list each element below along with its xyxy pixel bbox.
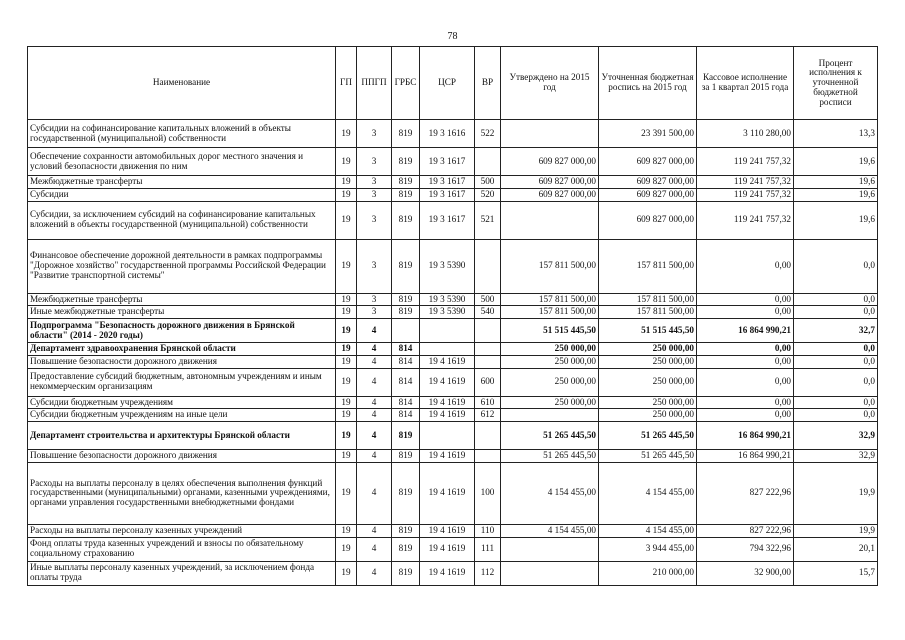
row-cash: 0,00	[697, 343, 794, 356]
row-cash: 0,00	[697, 368, 794, 396]
row-gp: 19	[336, 524, 357, 537]
row-cash: 794 322,96	[697, 537, 794, 561]
table-row	[28, 239, 878, 293]
row-name: Фонд оплаты труда казенных учреждений и взносы по обязательному социальному страхованию	[28, 537, 336, 561]
row-pgp: 4	[357, 450, 392, 463]
row-approved: 51 265 445,50	[501, 422, 599, 450]
row-vr: 111	[475, 537, 501, 561]
row-approved: 609 827 000,00	[501, 148, 599, 176]
row-csr	[420, 319, 475, 343]
row-name: Финансовое обеспечение дорожной деятельности в рамках подпрограммы "Дорожное хозяйство" государственной программы Российской Федерации "Развитие транспортной системы"	[28, 239, 336, 293]
row-vr: 100	[475, 462, 501, 524]
table-row	[28, 319, 878, 343]
row-percent: 19,9	[794, 462, 878, 524]
row-pgp: 4	[357, 537, 392, 561]
row-vr: 610	[475, 396, 501, 409]
row-cash: 16 864 990,21	[697, 422, 794, 450]
row-name: Расходы на выплаты персоналу в целях обеспечения выполнения функций государственными (муниципальными) органами, казенными учреждениями, органами управления государственными внебюджетными фондами	[28, 462, 336, 524]
row-refined: 23 391 500,00	[599, 120, 697, 148]
row-cash: 827 222,96	[697, 462, 794, 524]
row-csr: 19 3 5390	[420, 306, 475, 319]
row-vr	[475, 450, 501, 463]
header-cash: Кассовое исполнение за 1 квартал 2015 года	[697, 47, 794, 120]
row-approved: 609 827 000,00	[501, 176, 599, 189]
row-vr: 522	[475, 120, 501, 148]
row-cash: 3 110 280,00	[697, 120, 794, 148]
row-cash: 0,00	[697, 306, 794, 319]
table-row	[28, 293, 878, 306]
row-name: Обеспечение сохранности автомобильных дорог местного значения и условий безопасности движения по ним	[28, 148, 336, 176]
budget-table	[27, 46, 878, 586]
row-vr: 500	[475, 293, 501, 306]
row-cash: 16 864 990,21	[697, 450, 794, 463]
table-row	[28, 396, 878, 409]
row-vr	[475, 239, 501, 293]
row-pgp: 4	[357, 462, 392, 524]
row-percent: 15,7	[794, 561, 878, 585]
row-vr	[475, 422, 501, 450]
row-gp: 19	[336, 396, 357, 409]
row-name: Предоставление субсидий бюджетным, автономным учреждениям и иным некоммерческим организациям	[28, 368, 336, 396]
header-name: Наименование	[28, 47, 336, 120]
row-pgp: 4	[357, 422, 392, 450]
row-approved	[501, 409, 599, 422]
row-refined: 250 000,00	[599, 355, 697, 368]
row-pgp: 4	[357, 396, 392, 409]
row-cash: 16 864 990,21	[697, 319, 794, 343]
row-gp: 19	[336, 450, 357, 463]
row-approved: 250 000,00	[501, 343, 599, 356]
row-pgp: 4	[357, 319, 392, 343]
row-approved: 250 000,00	[501, 368, 599, 396]
row-cash: 0,00	[697, 239, 794, 293]
row-name: Департамент строительства и архитектуры Брянской области	[28, 422, 336, 450]
row-pgp: 3	[357, 120, 392, 148]
header-csr: ЦСР	[420, 47, 475, 120]
row-gp: 19	[336, 188, 357, 201]
row-percent: 0,0	[794, 409, 878, 422]
row-name: Департамент здравоохранения Брянской области	[28, 343, 336, 356]
row-refined: 51 515 445,50	[599, 319, 697, 343]
row-grbs: 819	[392, 524, 420, 537]
row-refined: 609 827 000,00	[599, 188, 697, 201]
row-pgp: 4	[357, 355, 392, 368]
row-gp: 19	[336, 319, 357, 343]
row-pgp: 3	[357, 306, 392, 319]
row-vr: 540	[475, 306, 501, 319]
row-vr	[475, 148, 501, 176]
table-body	[28, 120, 878, 586]
row-percent: 20,1	[794, 537, 878, 561]
row-refined: 157 811 500,00	[599, 293, 697, 306]
row-grbs: 814	[392, 409, 420, 422]
row-gp: 19	[336, 148, 357, 176]
row-pgp: 3	[357, 239, 392, 293]
row-pgp: 4	[357, 368, 392, 396]
row-vr	[475, 343, 501, 356]
row-csr: 19 3 1617	[420, 188, 475, 201]
row-cash: 119 241 757,32	[697, 148, 794, 176]
header-approved: Утверждено на 2015 год	[501, 47, 599, 120]
row-refined: 250 000,00	[599, 396, 697, 409]
row-refined: 3 944 455,00	[599, 537, 697, 561]
row-gp: 19	[336, 239, 357, 293]
row-approved: 157 811 500,00	[501, 293, 599, 306]
row-approved: 609 827 000,00	[501, 188, 599, 201]
row-grbs: 814	[392, 368, 420, 396]
row-approved: 157 811 500,00	[501, 239, 599, 293]
row-refined: 609 827 000,00	[599, 148, 697, 176]
row-refined: 250 000,00	[599, 343, 697, 356]
row-csr: 19 3 1617	[420, 201, 475, 239]
row-cash: 119 241 757,32	[697, 188, 794, 201]
row-csr: 19 4 1619	[420, 409, 475, 422]
row-csr	[420, 422, 475, 450]
row-cash: 827 222,96	[697, 524, 794, 537]
table-row	[28, 148, 878, 176]
row-pgp: 4	[357, 561, 392, 585]
row-gp: 19	[336, 561, 357, 585]
row-name: Расходы на выплаты персоналу казенных учреждений	[28, 524, 336, 537]
row-vr	[475, 319, 501, 343]
row-percent: 0,0	[794, 355, 878, 368]
row-vr: 520	[475, 188, 501, 201]
row-refined: 4 154 455,00	[599, 524, 697, 537]
row-refined: 157 811 500,00	[599, 306, 697, 319]
row-csr: 19 3 1616	[420, 120, 475, 148]
table-row	[28, 120, 878, 148]
row-vr: 500	[475, 176, 501, 189]
row-pgp: 3	[357, 201, 392, 239]
table-row	[28, 450, 878, 463]
row-name: Субсидии	[28, 188, 336, 201]
row-approved	[501, 537, 599, 561]
row-approved: 51 265 445,50	[501, 450, 599, 463]
row-name: Субсидии на софинансирование капитальных вложений в объекты государственной (муниципальной) собственности	[28, 120, 336, 148]
row-percent: 0,0	[794, 396, 878, 409]
row-gp: 19	[336, 462, 357, 524]
row-approved: 51 515 445,50	[501, 319, 599, 343]
row-grbs: 819	[392, 201, 420, 239]
row-grbs: 819	[392, 422, 420, 450]
row-csr: 19 3 1617	[420, 148, 475, 176]
row-pgp: 3	[357, 188, 392, 201]
row-name: Субсидии бюджетным учреждениям	[28, 396, 336, 409]
row-csr: 19 4 1619	[420, 450, 475, 463]
row-gp: 19	[336, 293, 357, 306]
row-refined: 157 811 500,00	[599, 239, 697, 293]
row-grbs: 819	[392, 148, 420, 176]
table-row	[28, 537, 878, 561]
row-refined: 250 000,00	[599, 409, 697, 422]
row-name: Подпрограмма "Безопасность дорожного движения в Брянской области" (2014 - 2020 годы)	[28, 319, 336, 343]
row-gp: 19	[336, 368, 357, 396]
page-number: 78	[447, 31, 458, 42]
table-row	[28, 368, 878, 396]
row-refined: 51 265 445,50	[599, 450, 697, 463]
row-cash: 0,00	[697, 293, 794, 306]
row-name: Субсидии, за исключением субсидий на софинансирование капитальных вложений в объекты государственной (муниципальной) собственности	[28, 201, 336, 239]
row-pgp: 3	[357, 148, 392, 176]
row-cash: 119 241 757,32	[697, 176, 794, 189]
row-approved: 4 154 455,00	[501, 462, 599, 524]
row-grbs: 819	[392, 239, 420, 293]
row-grbs: 819	[392, 462, 420, 524]
row-grbs	[392, 319, 420, 343]
table-row	[28, 524, 878, 537]
row-percent: 19,6	[794, 201, 878, 239]
row-percent: 19,6	[794, 148, 878, 176]
row-csr: 19 4 1619	[420, 355, 475, 368]
row-percent: 19,9	[794, 524, 878, 537]
row-grbs: 819	[392, 120, 420, 148]
row-csr: 19 4 1619	[420, 537, 475, 561]
row-name: Межбюджетные трансферты	[28, 176, 336, 189]
row-grbs: 819	[392, 176, 420, 189]
header-percent: Процент исполнения к уточненной бюджетной росписи	[794, 47, 878, 120]
row-gp: 19	[336, 201, 357, 239]
row-percent: 0,0	[794, 239, 878, 293]
row-approved: 157 811 500,00	[501, 306, 599, 319]
header-vr: ВР	[475, 47, 501, 120]
table-header-row	[28, 47, 878, 120]
row-cash: 0,00	[697, 355, 794, 368]
row-name: Иные межбюджетные трансферты	[28, 306, 336, 319]
table-row	[28, 201, 878, 239]
row-percent: 0,0	[794, 306, 878, 319]
row-name: Межбюджетные трансферты	[28, 293, 336, 306]
table-row	[28, 306, 878, 319]
row-percent: 19,6	[794, 188, 878, 201]
table-row	[28, 561, 878, 585]
row-percent: 0,0	[794, 368, 878, 396]
row-csr	[420, 343, 475, 356]
row-csr: 19 4 1619	[420, 368, 475, 396]
row-vr: 600	[475, 368, 501, 396]
row-vr: 112	[475, 561, 501, 585]
table-row	[28, 188, 878, 201]
row-gp: 19	[336, 176, 357, 189]
row-grbs: 814	[392, 355, 420, 368]
row-percent: 0,0	[794, 293, 878, 306]
row-gp: 19	[336, 343, 357, 356]
row-approved	[501, 201, 599, 239]
row-percent: 32,9	[794, 422, 878, 450]
row-grbs: 819	[392, 188, 420, 201]
row-pgp: 4	[357, 343, 392, 356]
row-approved	[501, 561, 599, 585]
row-grbs: 819	[392, 450, 420, 463]
row-pgp: 3	[357, 176, 392, 189]
table-row	[28, 355, 878, 368]
row-csr: 19 4 1619	[420, 524, 475, 537]
row-approved: 250 000,00	[501, 355, 599, 368]
table-row	[28, 422, 878, 450]
table-row	[28, 176, 878, 189]
row-grbs: 814	[392, 396, 420, 409]
row-grbs: 814	[392, 343, 420, 356]
row-cash: 0,00	[697, 409, 794, 422]
row-grbs: 819	[392, 306, 420, 319]
row-cash: 119 241 757,32	[697, 201, 794, 239]
row-grbs: 819	[392, 537, 420, 561]
row-approved: 4 154 455,00	[501, 524, 599, 537]
header-refined: Уточненная бюджетная роспись на 2015 год	[599, 47, 697, 120]
row-vr: 521	[475, 201, 501, 239]
row-refined: 609 827 000,00	[599, 176, 697, 189]
row-percent: 32,7	[794, 319, 878, 343]
row-percent: 32,9	[794, 450, 878, 463]
table-row	[28, 462, 878, 524]
table-row	[28, 409, 878, 422]
row-gp: 19	[336, 120, 357, 148]
row-approved: 250 000,00	[501, 396, 599, 409]
row-grbs: 819	[392, 293, 420, 306]
table-row	[28, 343, 878, 356]
row-refined: 609 827 000,00	[599, 201, 697, 239]
row-pgp: 4	[357, 524, 392, 537]
row-gp: 19	[336, 409, 357, 422]
row-name: Повышение безопасности дорожного движения	[28, 450, 336, 463]
row-pgp: 4	[357, 409, 392, 422]
row-gp: 19	[336, 422, 357, 450]
row-gp: 19	[336, 537, 357, 561]
row-csr: 19 4 1619	[420, 561, 475, 585]
header-grbs: ГРБС	[392, 47, 420, 120]
row-csr: 19 3 1617	[420, 176, 475, 189]
row-name: Субсидии бюджетным учреждениям на иные цели	[28, 409, 336, 422]
header-gp: ГП	[336, 47, 357, 120]
row-name: Повышение безопасности дорожного движения	[28, 355, 336, 368]
row-vr	[475, 355, 501, 368]
row-refined: 51 265 445,50	[599, 422, 697, 450]
row-grbs: 819	[392, 561, 420, 585]
row-cash: 0,00	[697, 396, 794, 409]
row-gp: 19	[336, 306, 357, 319]
row-name: Иные выплаты персоналу казенных учреждений, за исключением фонда оплаты труда	[28, 561, 336, 585]
row-percent: 0,0	[794, 343, 878, 356]
row-csr: 19 4 1619	[420, 396, 475, 409]
row-percent: 19,6	[794, 176, 878, 189]
row-csr: 19 3 5390	[420, 293, 475, 306]
row-refined: 4 154 455,00	[599, 462, 697, 524]
header-pgp: ППГП	[357, 47, 392, 120]
row-vr: 612	[475, 409, 501, 422]
row-pgp: 3	[357, 293, 392, 306]
row-csr: 19 4 1619	[420, 462, 475, 524]
row-csr: 19 3 5390	[420, 239, 475, 293]
row-percent: 13,3	[794, 120, 878, 148]
row-refined: 250 000,00	[599, 368, 697, 396]
row-cash: 32 900,00	[697, 561, 794, 585]
row-vr: 110	[475, 524, 501, 537]
row-refined: 210 000,00	[599, 561, 697, 585]
row-approved	[501, 120, 599, 148]
row-gp: 19	[336, 355, 357, 368]
